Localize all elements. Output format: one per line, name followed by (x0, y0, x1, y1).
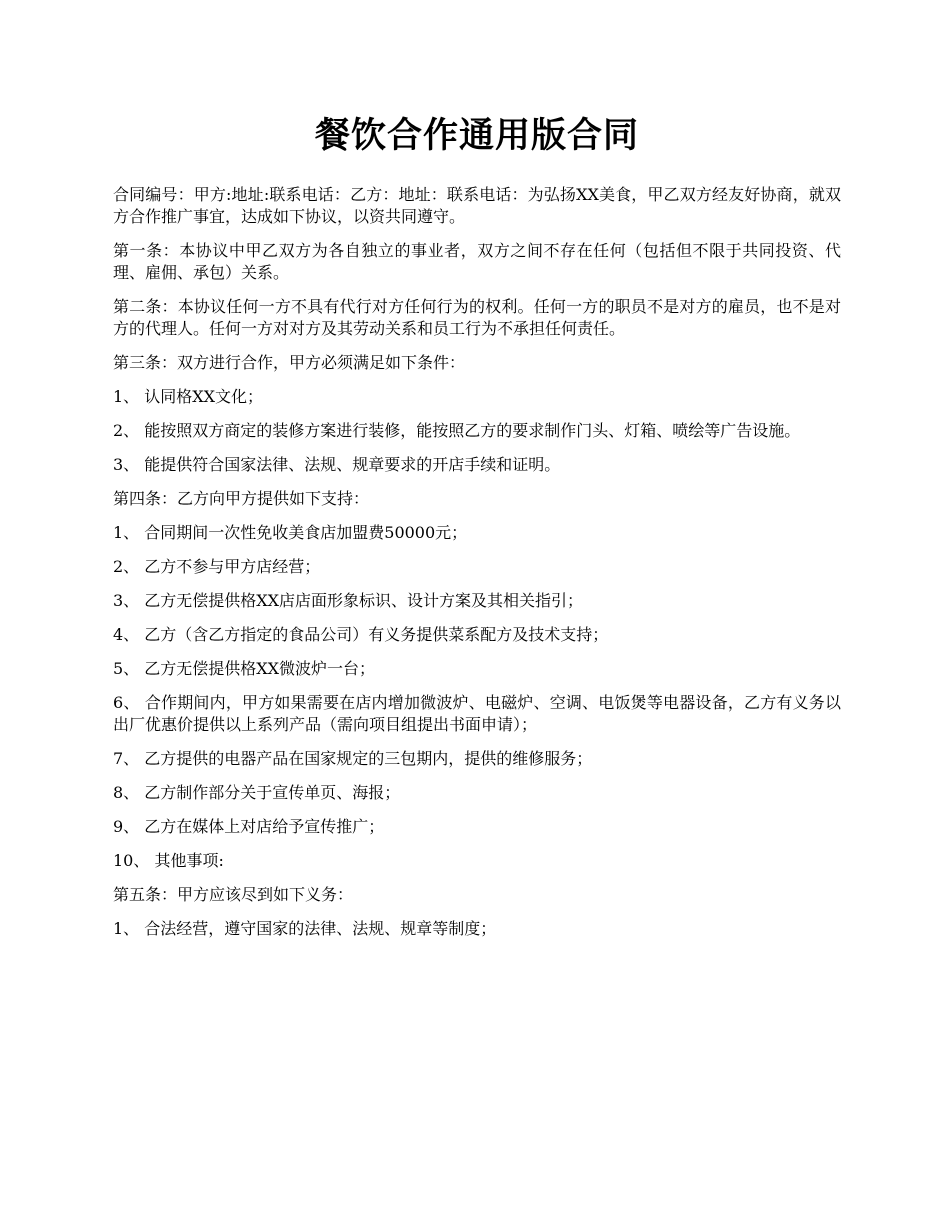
list-item: 7、 乙方提供的电器产品在国家规定的三包期内，提供的维修服务； (113, 749, 593, 768)
list-item: 10、 其他事项: (113, 851, 224, 870)
list-item: 1、 合同期间一次性免收美食店加盟费50000元； (113, 523, 468, 542)
paragraph-article-2: 第二条：本协议任何一方不具有代行对方任何行为的权利。任何一方的职员不是对方的雇员，也不是对方的代理人。任何一方对对方及其劳动关系和员工行为不承担任何责任。 (113, 297, 841, 338)
list-item: 8、 乙方制作部分关于宣传单页、海报； (113, 783, 401, 802)
list-item: 3、 能提供符合国家法律、法规、规章要求的开店手续和证明。 (113, 455, 561, 474)
list-item: 2、 乙方不参与甲方店经营； (113, 557, 321, 576)
list-item: 3、 乙方无偿提供格XX店店面形象标识、设计方案及其相关指引； (113, 591, 584, 610)
list-item: 5、 乙方无偿提供格XX微波炉一台； (113, 659, 376, 678)
paragraph-article-4: 第四条：乙方向甲方提供如下支持： (113, 489, 370, 508)
paragraph-article-5: 第五条：甲方应该尽到如下义务： (113, 885, 354, 904)
list-item: 9、 乙方在媒体上对店给予宣传推广； (113, 817, 385, 836)
list-item: 4、 乙方（含乙方指定的食品公司）有义务提供菜系配方及技术支持； (113, 625, 609, 644)
paragraph-article-3: 第三条：双方进行合作，甲方必须满足如下条件： (113, 353, 466, 372)
list-item: 1、 合法经营，遵守国家的法律、法规、规章等制度； (113, 919, 497, 938)
document-body (113, 108, 841, 952)
list-item: 2、 能按照双方商定的装修方案进行装修，能按照乙方的要求制作门头、灯箱、喷绘等广告设施。 (113, 421, 801, 440)
list-item: 1、 认同格XX文化； (113, 387, 264, 406)
document-title: 餐饮合作通用版合同 (314, 115, 639, 156)
paragraph-article-1: 第一条：本协议中甲乙双方为各自独立的事业者，双方之间不存在任何（包括但不限于共同投资、代理、雇佣、承包）关系。 (113, 241, 841, 282)
list-item: 6、 合作期间内，甲方如果需要在店内增加微波炉、电磁炉、空调、电饭煲等电器设备，乙方有义务以出厂优惠价提供以上系列产品（需向项目组提出书面申请）； (113, 693, 841, 734)
paragraph-preamble: 合同编号：甲方:地址:联系电话：乙方：地址：联系电话：为弘扬XX美食，甲乙双方经友好协商，就双方合作推广事宜，达成如下协议，以资共同遵守。 (113, 185, 841, 226)
